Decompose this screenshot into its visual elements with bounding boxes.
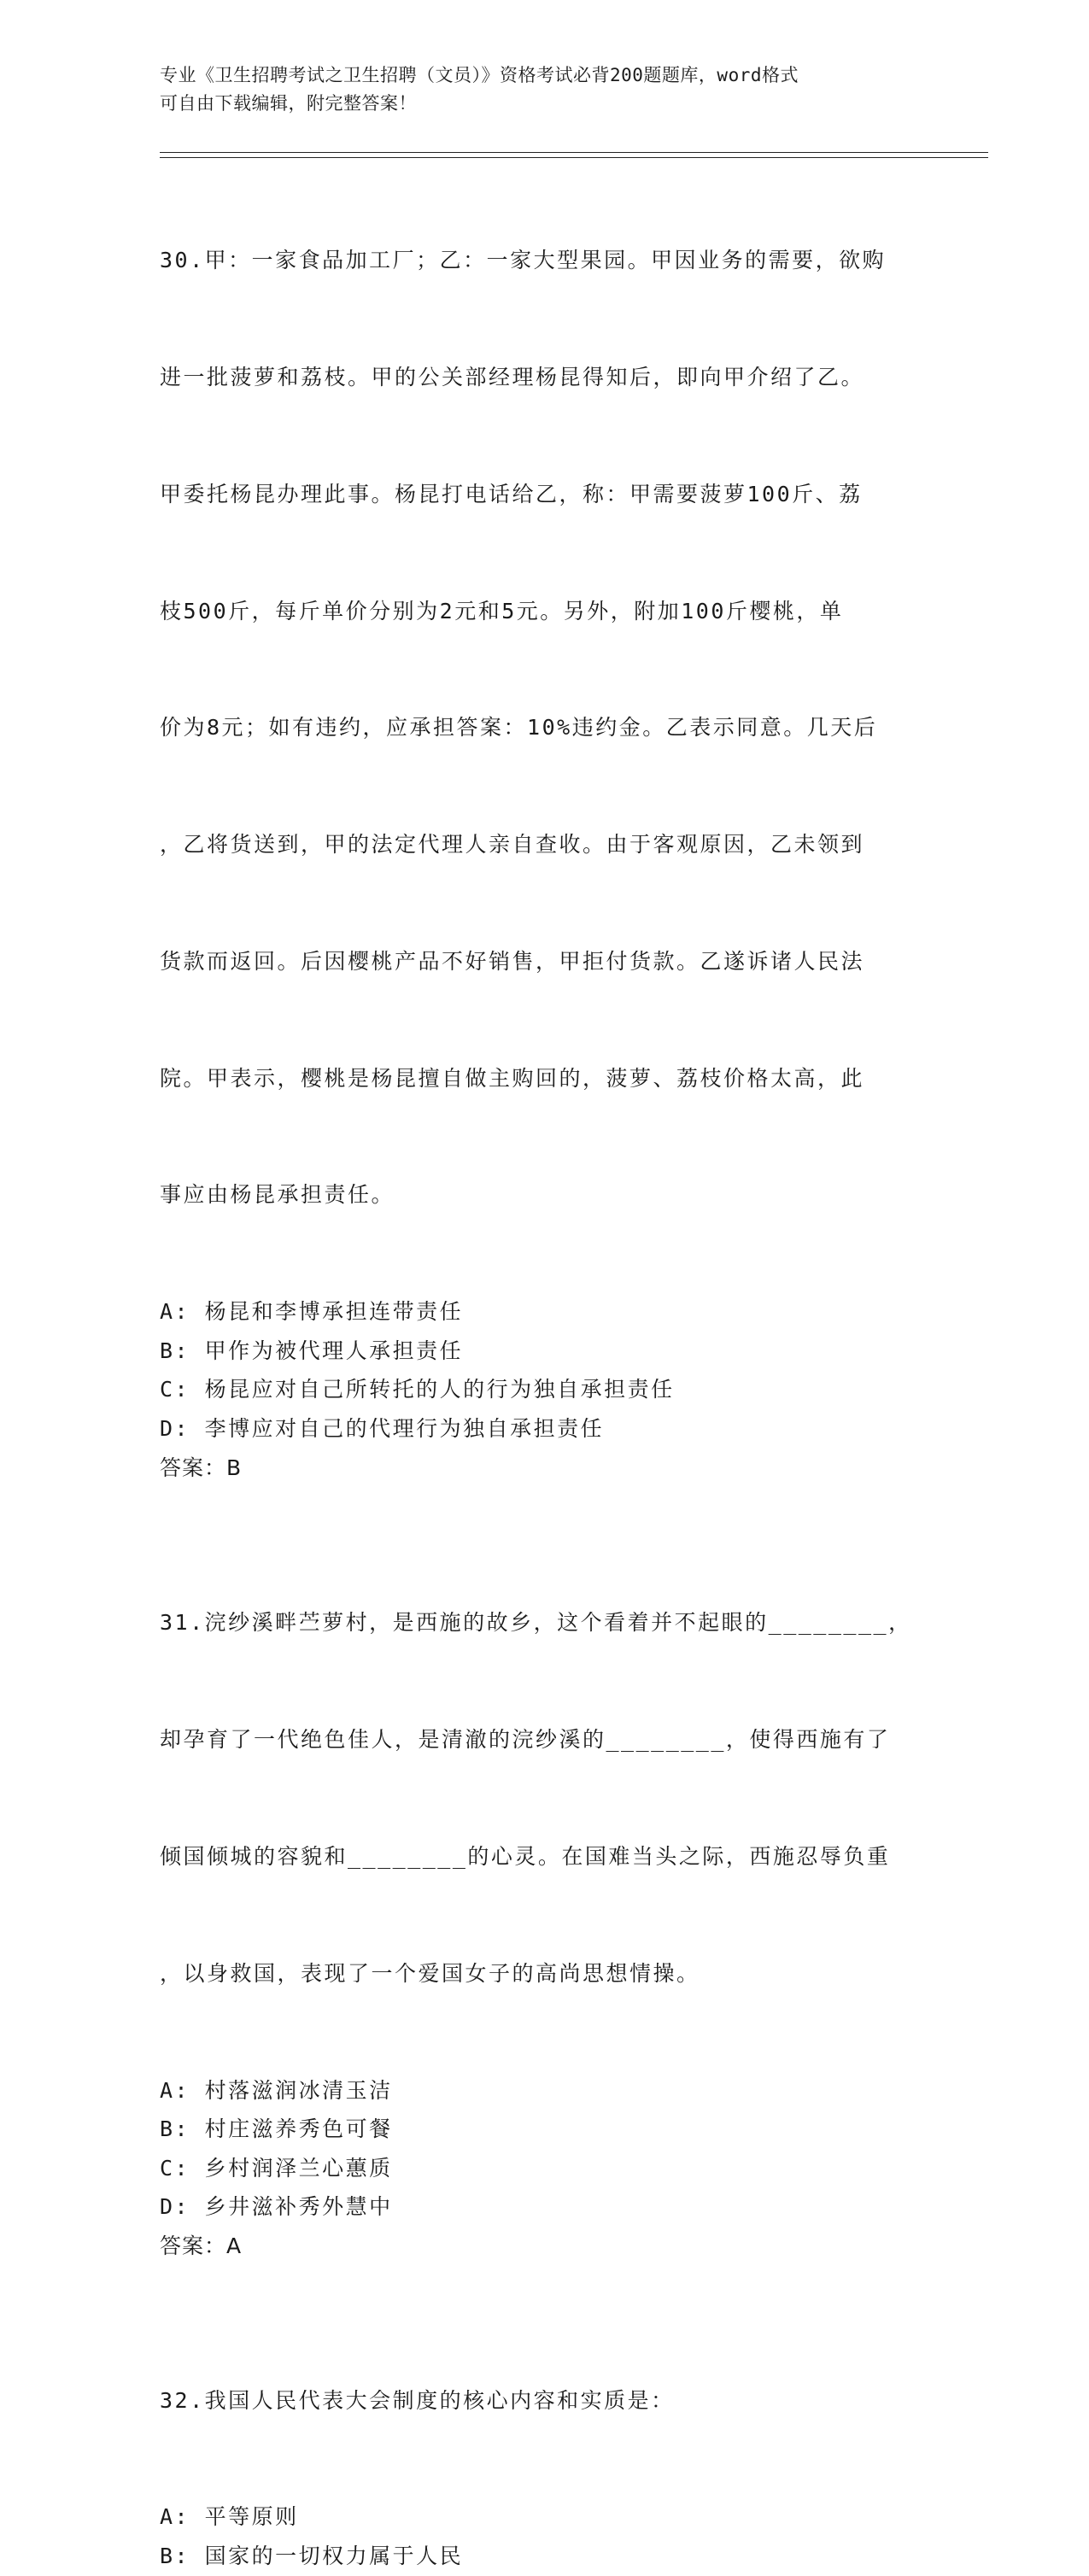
option-b: B: 村庄滋养秀色可餐 bbox=[160, 2116, 393, 2142]
question-line: 甲委托杨昆办理此事。杨昆打电话给乙，称：甲需要菠萝100斤、荔 bbox=[160, 481, 863, 506]
question-line: 32.我国人民代表大会制度的核心内容和实质是： bbox=[160, 2387, 675, 2413]
header-line: 专业《卫生招聘考试之卫生招聘（文员）》资格考试必背200题题库，word格式 bbox=[160, 65, 799, 85]
question-line: ，乙将货送到，甲的法定代理人亲自查收。由于客观原因，乙未领到 bbox=[160, 832, 865, 858]
option-c: C: 杨昆应对自己所转托的人的行为独自承担责任 bbox=[160, 1377, 675, 1402]
question-list bbox=[160, 163, 928, 2576]
question-line: 31.浣纱溪畔苎萝村，是西施的故乡，这个看着并不起眼的________， bbox=[160, 1610, 912, 1636]
option-a: A: 村落滋润冰清玉洁 bbox=[160, 2077, 393, 2103]
option-d: D: 李博应对自己的代理行为独自承担责任 bbox=[160, 1416, 605, 1441]
question-text bbox=[160, 163, 928, 1292]
question-32 bbox=[160, 2303, 928, 2575]
question-line: 进一批菠萝和荔枝。甲的公关部经理杨昆得知后，即向甲介绍了乙。 bbox=[160, 364, 865, 389]
option-a: A: 杨昆和李博承担连带责任 bbox=[160, 1299, 464, 1325]
option-b: B: 国家的一切权力属于人民 bbox=[160, 2544, 464, 2569]
question-line: 30.甲：一家食品加工厂；乙：一家大型果园。甲因业务的需要，欲购 bbox=[160, 248, 887, 273]
question-line: 院。甲表示，樱桃是杨昆擅自做主购回的，菠萝、荔枝价格太高，此 bbox=[160, 1065, 865, 1091]
answer-label: 答案：B bbox=[160, 1455, 243, 1480]
option-d: D: 乡井滋补秀外慧中 bbox=[160, 2194, 393, 2220]
answer-label: 答案：A bbox=[160, 2233, 243, 2258]
question-text bbox=[160, 2303, 928, 2497]
spacer bbox=[160, 2265, 928, 2303]
option-c: C: 乡村润泽兰心蕙质 bbox=[160, 2155, 393, 2181]
question-31 bbox=[160, 1525, 928, 2265]
question-line: 枝500斤，每斤单价分别为2元和5元。另外，附加100斤樱桃，单 bbox=[160, 598, 844, 624]
question-line: ，以身救国，表现了一个爱国女子的高尚思想情操。 bbox=[160, 1960, 700, 1986]
question-line: 倾国倾城的容貌和________的心灵。在国难当头之际，西施忍辱负重 bbox=[160, 1843, 891, 1869]
header-line: 可自由下载编辑，附完整答案！ bbox=[160, 93, 417, 114]
spacer bbox=[160, 1487, 928, 1525]
question-text bbox=[160, 1525, 928, 2070]
question-line: 货款而返回。后因樱桃产品不好销售，甲拒付货款。乙遂诉诸人民法 bbox=[160, 948, 865, 974]
question-line: 价为8元；如有违约，应承担答案：10%违约金。乙表示同意。几天后 bbox=[160, 715, 878, 741]
question-30 bbox=[160, 163, 928, 1487]
question-line: 事应由杨昆承担责任。 bbox=[160, 1182, 395, 1208]
header-divider-top bbox=[160, 152, 988, 153]
option-a: A: 平等原则 bbox=[160, 2504, 299, 2530]
question-line: 却孕育了一代绝色佳人，是清澈的浣纱溪的________，使得西施有了 bbox=[160, 1727, 891, 1753]
header-divider-bottom bbox=[160, 157, 988, 158]
document-header bbox=[160, 61, 928, 118]
option-b: B: 甲作为被代理人承担责任 bbox=[160, 1338, 464, 1363]
